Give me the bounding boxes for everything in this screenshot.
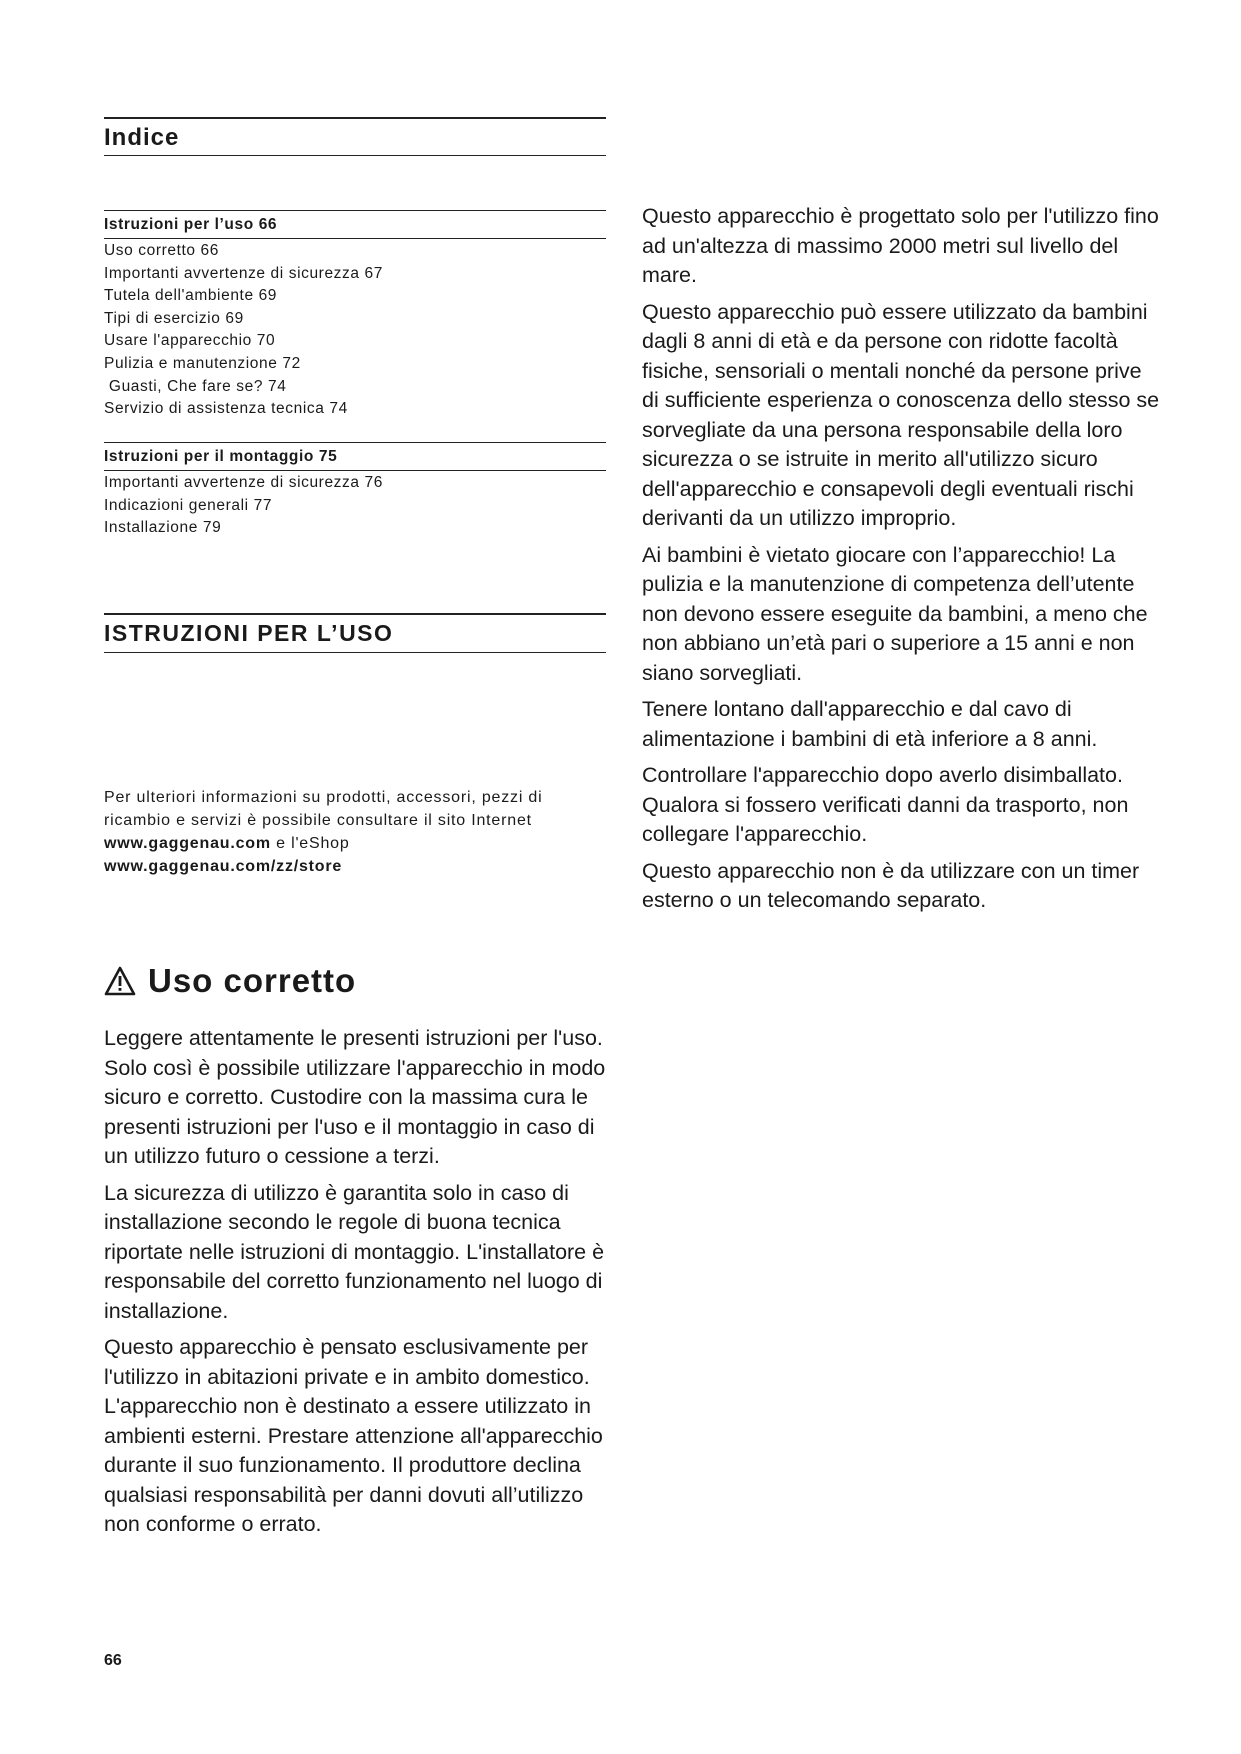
- body-paragraph: Controllare l'apparecchio dopo averlo disimballato. Qualora si fossero verificati danni da trasporto, non collegare l'apparecchio.: [642, 763, 1129, 846]
- toc-item[interactable]: Importanti avvertenze di sicurezza 67: [104, 264, 383, 282]
- toc-item[interactable]: Guasti, Che fare se? 74: [104, 377, 287, 395]
- divider: [104, 613, 606, 615]
- toc-item[interactable]: Tipi di esercizio 69: [104, 309, 244, 327]
- divider: [104, 210, 606, 211]
- body-paragraph: Questo apparecchio può essere utilizzato da bambini dagli 8 anni di età e da persone con ridotte facoltà fisiche, sensoriali o mentali nonché da persone prive di sufficiente esperienza o conoscenza dello stesso se sorvegliate da una persona responsabile della loro sicurezza o se istruite in merito all'utilizzo sicuro dell'apparecchio e consapevoli degli eventuali rischi derivanti da un utilizzo improprio.: [642, 299, 1160, 530]
- toc-item[interactable]: Pulizia e manutenzione 72: [104, 354, 301, 372]
- body-paragraph: Questo apparecchio è progettato solo per l'utilizzo fino ad un'altezza di massimo 2000 metri sul livello del mare.: [642, 204, 1159, 287]
- section-heading: ISTRUZIONI PER L’USO: [104, 620, 394, 646]
- toc-list-usage: [104, 240, 606, 421]
- page-title: Indice: [104, 124, 180, 151]
- info-paragraph: [104, 786, 614, 878]
- page-number: 66: [104, 1652, 122, 1669]
- divider: [104, 470, 606, 471]
- info-connector: e l'eShop: [270, 835, 350, 852]
- body-paragraph: Leggere attentamente le presenti istruzioni per l'uso. Solo così è possibile utilizzare l'apparecchio in modo sicuro e corretto. Custodire con la massima cura le presenti istruzioni per l'uso e il montaggio in caso di un utilizzo futuro o cessione a terzi.: [104, 1026, 606, 1168]
- toc-item[interactable]: Installazione 79: [104, 519, 222, 537]
- uso-corretto-heading: [104, 962, 356, 1000]
- toc-item[interactable]: Indicazioni generali 77: [104, 496, 273, 514]
- toc-section-usage: [104, 214, 606, 237]
- toc-item[interactable]: Servizio di assistenza tecnica 74: [104, 400, 348, 418]
- toc-section-title: Istruzioni per l’uso 66: [104, 216, 278, 233]
- body-paragraph: Ai bambini è vietato giocare con l’apparecchio! La pulizia e la manutenzione di competenza dell’utente non devono essere eseguite da bambini, a meno che non abbiano un’età pari o superiore a 15 anni e non siano sorvegliati.: [642, 542, 1148, 685]
- body-paragraph: Questo apparecchio è pensato esclusivamente per l'utilizzo in abitazioni private e in ambito domestico. L'apparecchio non è destinato a essere utilizzato in ambienti esterni. Prestare attenzione all'apparecchio durante il suo funzionamento. Il produttore declina qualsiasi responsabilità per danni dovuti all’utilizzo non conforme o errato.: [104, 1335, 603, 1536]
- right-column-body: [642, 202, 1162, 923]
- toc-item[interactable]: Uso corretto 66: [104, 242, 219, 259]
- body-paragraph: Questo apparecchio non è da utilizzare con un timer esterno o un telecomando separato.: [642, 858, 1140, 912]
- body-paragraph: La sicurezza di utilizzo è garantita solo in caso di installazione secondo le regole di buona tecnica riportate nelle istruzioni di montaggio. L'installatore è responsabile del corretto funzionamento nel luogo di installazione.: [104, 1180, 605, 1323]
- uso-corretto-title: Uso corretto: [148, 962, 357, 999]
- toc-item[interactable]: Usare l'apparecchio 70: [104, 332, 276, 350]
- body-paragraph: Tenere lontano dall'apparecchio e dal cavo di alimentazione i bambini di età inferiore a 8 anni.: [642, 697, 1098, 751]
- divider: [104, 117, 606, 119]
- toc-section-assembly: [104, 446, 606, 469]
- info-text: Per ulteriori informazioni su prodotti, accessori, pezzi di ricambio e servizi è possibile consultare il sito Internet: [104, 789, 543, 829]
- eshop-link[interactable]: www.gaggenau.com/zz/store: [104, 858, 343, 875]
- divider: [104, 155, 606, 156]
- divider: [104, 238, 606, 239]
- uso-corretto-body: [104, 1024, 606, 1547]
- website-link[interactable]: www.gaggenau.com: [104, 835, 271, 852]
- toc-section-title: Istruzioni per il montaggio 75: [104, 448, 338, 465]
- divider: [104, 652, 606, 653]
- warning-icon: [104, 966, 136, 996]
- divider: [104, 442, 606, 443]
- toc-item[interactable]: Importanti avvertenze di sicurezza 76: [104, 474, 383, 491]
- toc-item[interactable]: Tutela dell'ambiente 69: [104, 287, 278, 305]
- toc-list-assembly: [104, 472, 606, 540]
